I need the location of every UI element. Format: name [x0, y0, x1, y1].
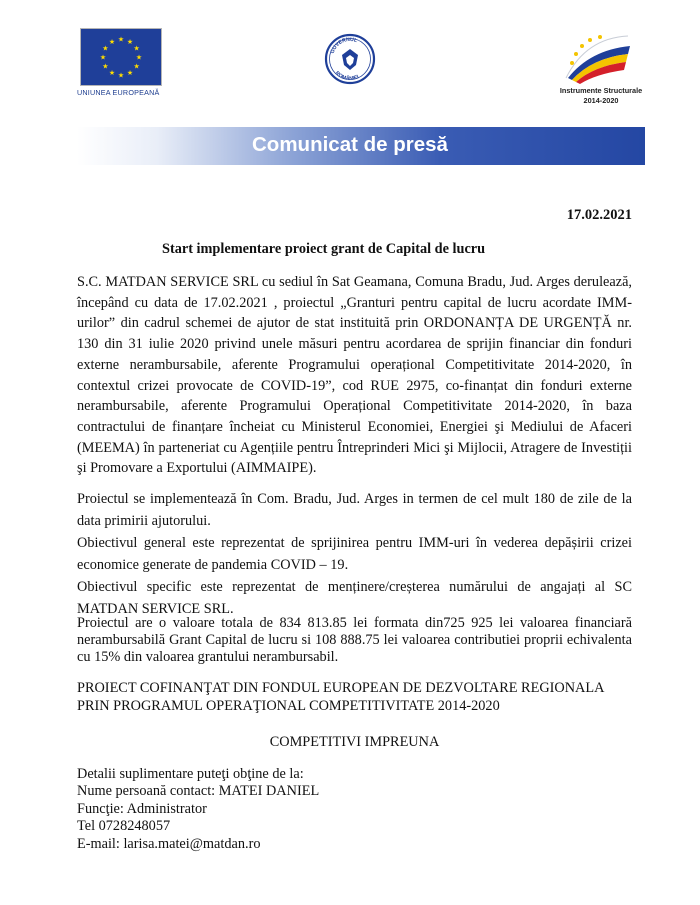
eu-star-icon: ★ — [133, 44, 140, 53]
eu-star-icon: ★ — [102, 62, 109, 71]
contact-details — [77, 766, 319, 853]
eu-flag-icon — [80, 28, 162, 86]
cofinance-line-2: PRIN PROGRAMUL OPERAŢIONAL COMPETITIVITATE 2014-2020 — [77, 697, 500, 714]
document-date: 17.02.2021 — [566, 207, 632, 223]
contact-intro: Detalii suplimentare puteţi obţine de la: — [77, 766, 304, 782]
eu-star-icon: ★ — [99, 53, 107, 62]
contact-name: Nume persoană contact: MATEI DANIEL — [77, 783, 320, 800]
banner-title: Comunicat de presă — [252, 133, 448, 156]
cofinance-line-1: PROIECT COFINANŢAT DIN FONDUL EUROPEAN DE DEZVOLTARE REGIONALA — [77, 680, 605, 696]
eu-logo — [77, 28, 167, 98]
contact-role: Funcţie: Administrator — [77, 800, 207, 817]
eu-star-icon: ★ — [117, 35, 125, 44]
contact-phone: Tel 0728248057 — [77, 818, 171, 835]
paragraph-general-objective: Obiectivul general este reprezentat de sprijinirea pentru IMM-uri în vederea depășirii crizei economice generate de pandemia COVID – 19. — [77, 535, 632, 573]
svg-text:GUVERNUL: GUVERNUL — [329, 36, 358, 55]
cofinance-statement — [77, 680, 637, 715]
document-heading: Start implementare proiect grant de Capital de lucru — [162, 241, 486, 257]
government-seal-logo — [324, 31, 376, 87]
eu-star-icon: ★ — [117, 71, 125, 80]
eu-star-icon: ★ — [126, 37, 134, 46]
eu-star-icon: ★ — [102, 44, 109, 53]
instrumente-structurale-caption: Instrumente Structurale — [559, 86, 643, 95]
eu-star-icon: ★ — [133, 62, 140, 71]
paragraph-specific-objective: Obiectivul specific este reprezentat de menținere/creșterea numărului de angajați al SC MATDAN SERVICE SRL. — [77, 579, 632, 617]
eu-logo-caption: UNIUNEA EUROPEANĂ — [77, 88, 160, 97]
contact-email[interactable]: E-mail: larisa.matei@matdan.ro — [77, 835, 261, 852]
paragraph-implementation: Proiectul se implementează în Com. Bradu, Jud. Arges in termen de cel mult 180 de zile de la data primirii ajutorului. — [77, 491, 632, 529]
eu-star-icon: ★ — [135, 53, 143, 62]
motto: COMPETITIVI IMPREUNA — [269, 734, 440, 750]
eu-star-icon: ★ — [126, 69, 134, 78]
paragraph-project-intro: S.C. MATDAN SERVICE SRL cu sediul în Sat Geamana, Comuna Bradu, Jud. Arges derulează, începând cu data de 17.02.2021 , proiectul „Granturi pentru capital de lucru acordate IMM-urilor” din cadrul schemei de ajutor de stat instituită prin ORDONANȚA DE URGENȚĂ nr. 130 din 31 iulie 2020 privind unele măsuri pentru acordarea de sprijin financiar din fonduri externe nerambursabile, aferente Programului operațional Competitivitate 2014-2020, în contextul crizei provocate de COVID-19”, cod RUE 2975, co-finanțat din fonduri externe nerambursabile, aferente Programului Operațional Competitivitate 2014-2020, în baza contractului de finanțare încheiat cu Ministerul Economiei, Energiei şi Mediului de Afaceri (MEEMA) în parteneriat cu Agențiile pentru Întreprinderi Mici şi Mijlocii, Atragere de Investiții şi Promovare a Exportului (AIMMAIPE). — [77, 274, 632, 477]
eu-star-icon: ★ — [108, 69, 116, 78]
eu-star-icon: ★ — [108, 37, 116, 46]
svg-text:ROMÂNIEI: ROMÂNIEI — [333, 70, 360, 83]
paragraph-project-value: Proiectul are o valoare totala de 834 813.85 lei formata din725 925 lei valoarea financiară nerambursabilă Grant Capital de lucru si 108 888.75 lei valoarea contributiei proprii echivalenta cu 15% din valoarea grantului nerambursabil. — [77, 615, 632, 665]
instrumente-structurale-years: 2014-2020 — [583, 96, 619, 105]
